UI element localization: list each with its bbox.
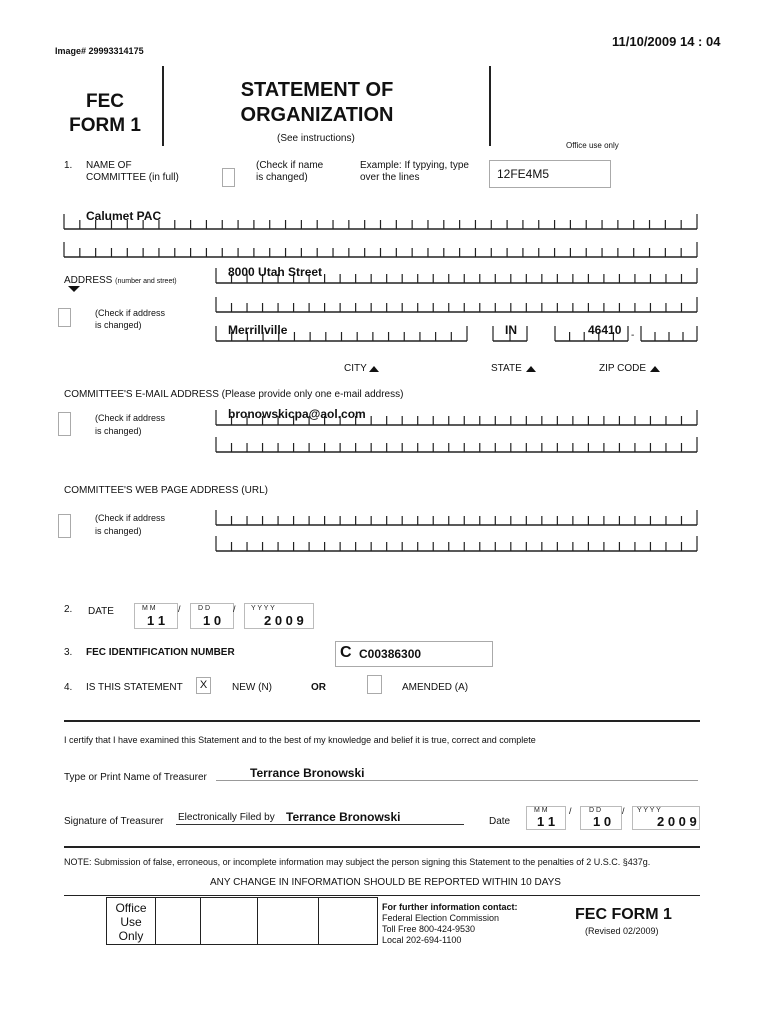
zip-label-text: ZIP CODE xyxy=(599,363,647,374)
date-day-box[interactable] xyxy=(190,603,234,629)
fec-id-value: C00386300 xyxy=(359,647,422,661)
amended-label: AMENDED (A) xyxy=(402,682,469,693)
sig-date-month-box[interactable] xyxy=(526,806,566,830)
zip-value: 46410 xyxy=(588,323,622,337)
contact-line3: Local 202-694-1100 xyxy=(382,935,462,945)
office-use-line3: Only xyxy=(118,929,144,943)
item-3-number: 3. xyxy=(64,647,73,658)
date-dd-label: D D xyxy=(198,605,211,612)
sig-date-year-value: 2 0 0 9 xyxy=(657,814,697,829)
email-label: COMMITTEE'S E-MAIL ADDRESS (Please provide only one e-mail address) xyxy=(64,389,404,400)
certification-text: I certify that I have examined this Statement and to the best of my knowledge and belief it is true, correct and complete xyxy=(64,735,536,745)
email-check-line2: is changed) xyxy=(95,426,142,436)
date-year-value: 2 0 0 9 xyxy=(264,613,304,628)
state-label-text: STATE xyxy=(491,363,522,374)
date-label: DATE xyxy=(88,606,114,617)
office-use-label: Office use only xyxy=(566,141,619,150)
address-label-sub: (number and street) xyxy=(115,278,177,285)
title-line1: STATEMENT OF xyxy=(240,79,394,101)
item-1-number: 1. xyxy=(64,160,73,171)
fec-id-label: FEC IDENTIFICATION NUMBER xyxy=(86,647,235,658)
sig-date-year-box[interactable] xyxy=(632,806,700,830)
treasurer-name-line xyxy=(216,780,698,781)
form-name-line2: FORM 1 xyxy=(69,115,141,136)
email-check-line1: (Check if address xyxy=(95,413,166,423)
zip-dash: - xyxy=(631,330,635,341)
contact-line1: Federal Election Commission xyxy=(382,913,500,923)
city-label-text: CITY xyxy=(344,363,367,374)
fec-id-box[interactable] xyxy=(335,641,493,667)
web-check-line2: is changed) xyxy=(95,526,142,536)
sig-date-day-value: 1 0 xyxy=(593,814,612,829)
address-check-line2: is changed) xyxy=(95,320,142,330)
efiled-label: Electronically Filed by xyxy=(178,812,275,823)
timestamp: 11/10/2009 14 : 04 xyxy=(612,34,721,49)
new-label: NEW (N) xyxy=(232,682,272,693)
footer-revised: (Revised 02/2009) xyxy=(585,926,659,936)
date-month-box[interactable] xyxy=(134,603,178,629)
fec-id-prefix: C xyxy=(340,644,352,661)
committee-name-value: Calumet PAC xyxy=(86,209,162,223)
title-line2: ORGANIZATION xyxy=(240,104,394,126)
street-value: 8000 Utah Street xyxy=(228,265,323,279)
date-year-box[interactable] xyxy=(244,603,314,629)
sig-mm-label: M M xyxy=(534,807,548,814)
treasurer-name-label: Type or Print Name of Treasurer xyxy=(64,772,207,783)
check-name-line2: is changed) xyxy=(256,172,308,183)
sig-date-month-value: 1 1 xyxy=(537,814,556,829)
form-name-line1: FEC xyxy=(86,91,124,112)
office-use-cell-2 xyxy=(201,898,258,945)
contact-block xyxy=(382,902,518,946)
footer-rule xyxy=(64,895,700,896)
date-month-value: 1 1 xyxy=(147,613,166,628)
signature-value: Terrance Bronowski xyxy=(286,810,401,824)
address-check-line1: (Check if address xyxy=(95,308,166,318)
statement-type-label: IS THIS STATEMENT xyxy=(86,682,183,693)
date-mm-label: M M xyxy=(142,605,156,612)
office-use-cell-3 xyxy=(258,898,319,945)
committee-name-label-line1: NAME OF xyxy=(86,160,132,171)
treasurer-name-value: Terrance Bronowski xyxy=(250,766,365,780)
typing-example-line2: over the lines xyxy=(360,172,420,183)
new-checkbox-mark: X xyxy=(199,679,208,691)
any-change-notice: ANY CHANGE IN INFORMATION SHOULD BE REPORTED WITHIN 10 DAYS xyxy=(210,877,561,888)
new-checkbox[interactable] xyxy=(196,677,211,694)
signature-label: Signature of Treasurer xyxy=(64,816,164,827)
certification-bottom-rule xyxy=(64,846,700,848)
sig-date-slash-1: / xyxy=(569,806,572,816)
email-value: bronowskicpa@aol.com xyxy=(228,407,366,421)
sig-yyyy-label: Y Y Y Y xyxy=(637,807,661,814)
city-value: Merrillville xyxy=(228,323,288,337)
image-number: Image# 29993314175 xyxy=(55,46,144,56)
date-yyyy-label: Y Y Y Y xyxy=(251,605,275,612)
sig-dd-label: D D xyxy=(589,807,602,814)
state-value: IN xyxy=(505,323,517,337)
penalty-note: NOTE: Submission of false, erroneous, or incomplete information may subject the person signing this Statement to the penalties of 2 U.S.C. §437g. xyxy=(64,857,651,867)
office-use-cell-1 xyxy=(156,898,201,945)
contact-title: For further information contact: xyxy=(382,902,518,912)
web-check-line1: (Check if address xyxy=(95,513,166,523)
or-label: OR xyxy=(311,682,326,693)
footer-form-name: FEC FORM 1 xyxy=(575,906,672,923)
web-label: COMMITTEE'S WEB PAGE ADDRESS (URL) xyxy=(64,485,268,496)
office-use-label-cell xyxy=(107,898,156,945)
item-4-number: 4. xyxy=(64,682,73,693)
sig-date-slash-2: / xyxy=(622,806,625,816)
typing-example-line1: Example: If typying, type xyxy=(360,160,469,171)
sig-date-day-box[interactable] xyxy=(580,806,622,830)
date-slash-2: / xyxy=(233,604,236,614)
office-use-cell-4 xyxy=(319,898,378,945)
office-code-value: 12FE4M5 xyxy=(497,167,550,181)
see-instructions: (See instructions) xyxy=(277,133,355,144)
office-use-grid xyxy=(106,897,378,945)
date-slash-1: / xyxy=(178,604,181,614)
date-day-value: 1 0 xyxy=(203,613,222,628)
signature-date-label: Date xyxy=(489,816,511,827)
item-2-number: 2. xyxy=(64,604,73,615)
office-use-line2: Use xyxy=(120,915,142,929)
check-name-line1: (Check if name xyxy=(256,160,324,171)
amended-checkbox[interactable] xyxy=(367,675,382,694)
committee-name-label-line2: COMMITTEE (in full) xyxy=(86,172,179,183)
office-use-line1: Office xyxy=(115,901,147,915)
signature-line xyxy=(176,824,464,825)
address-label-text: ADDRESS xyxy=(64,275,113,286)
contact-line2: Toll Free 800-424-9530 xyxy=(382,924,476,934)
certification-top-rule xyxy=(64,720,700,722)
